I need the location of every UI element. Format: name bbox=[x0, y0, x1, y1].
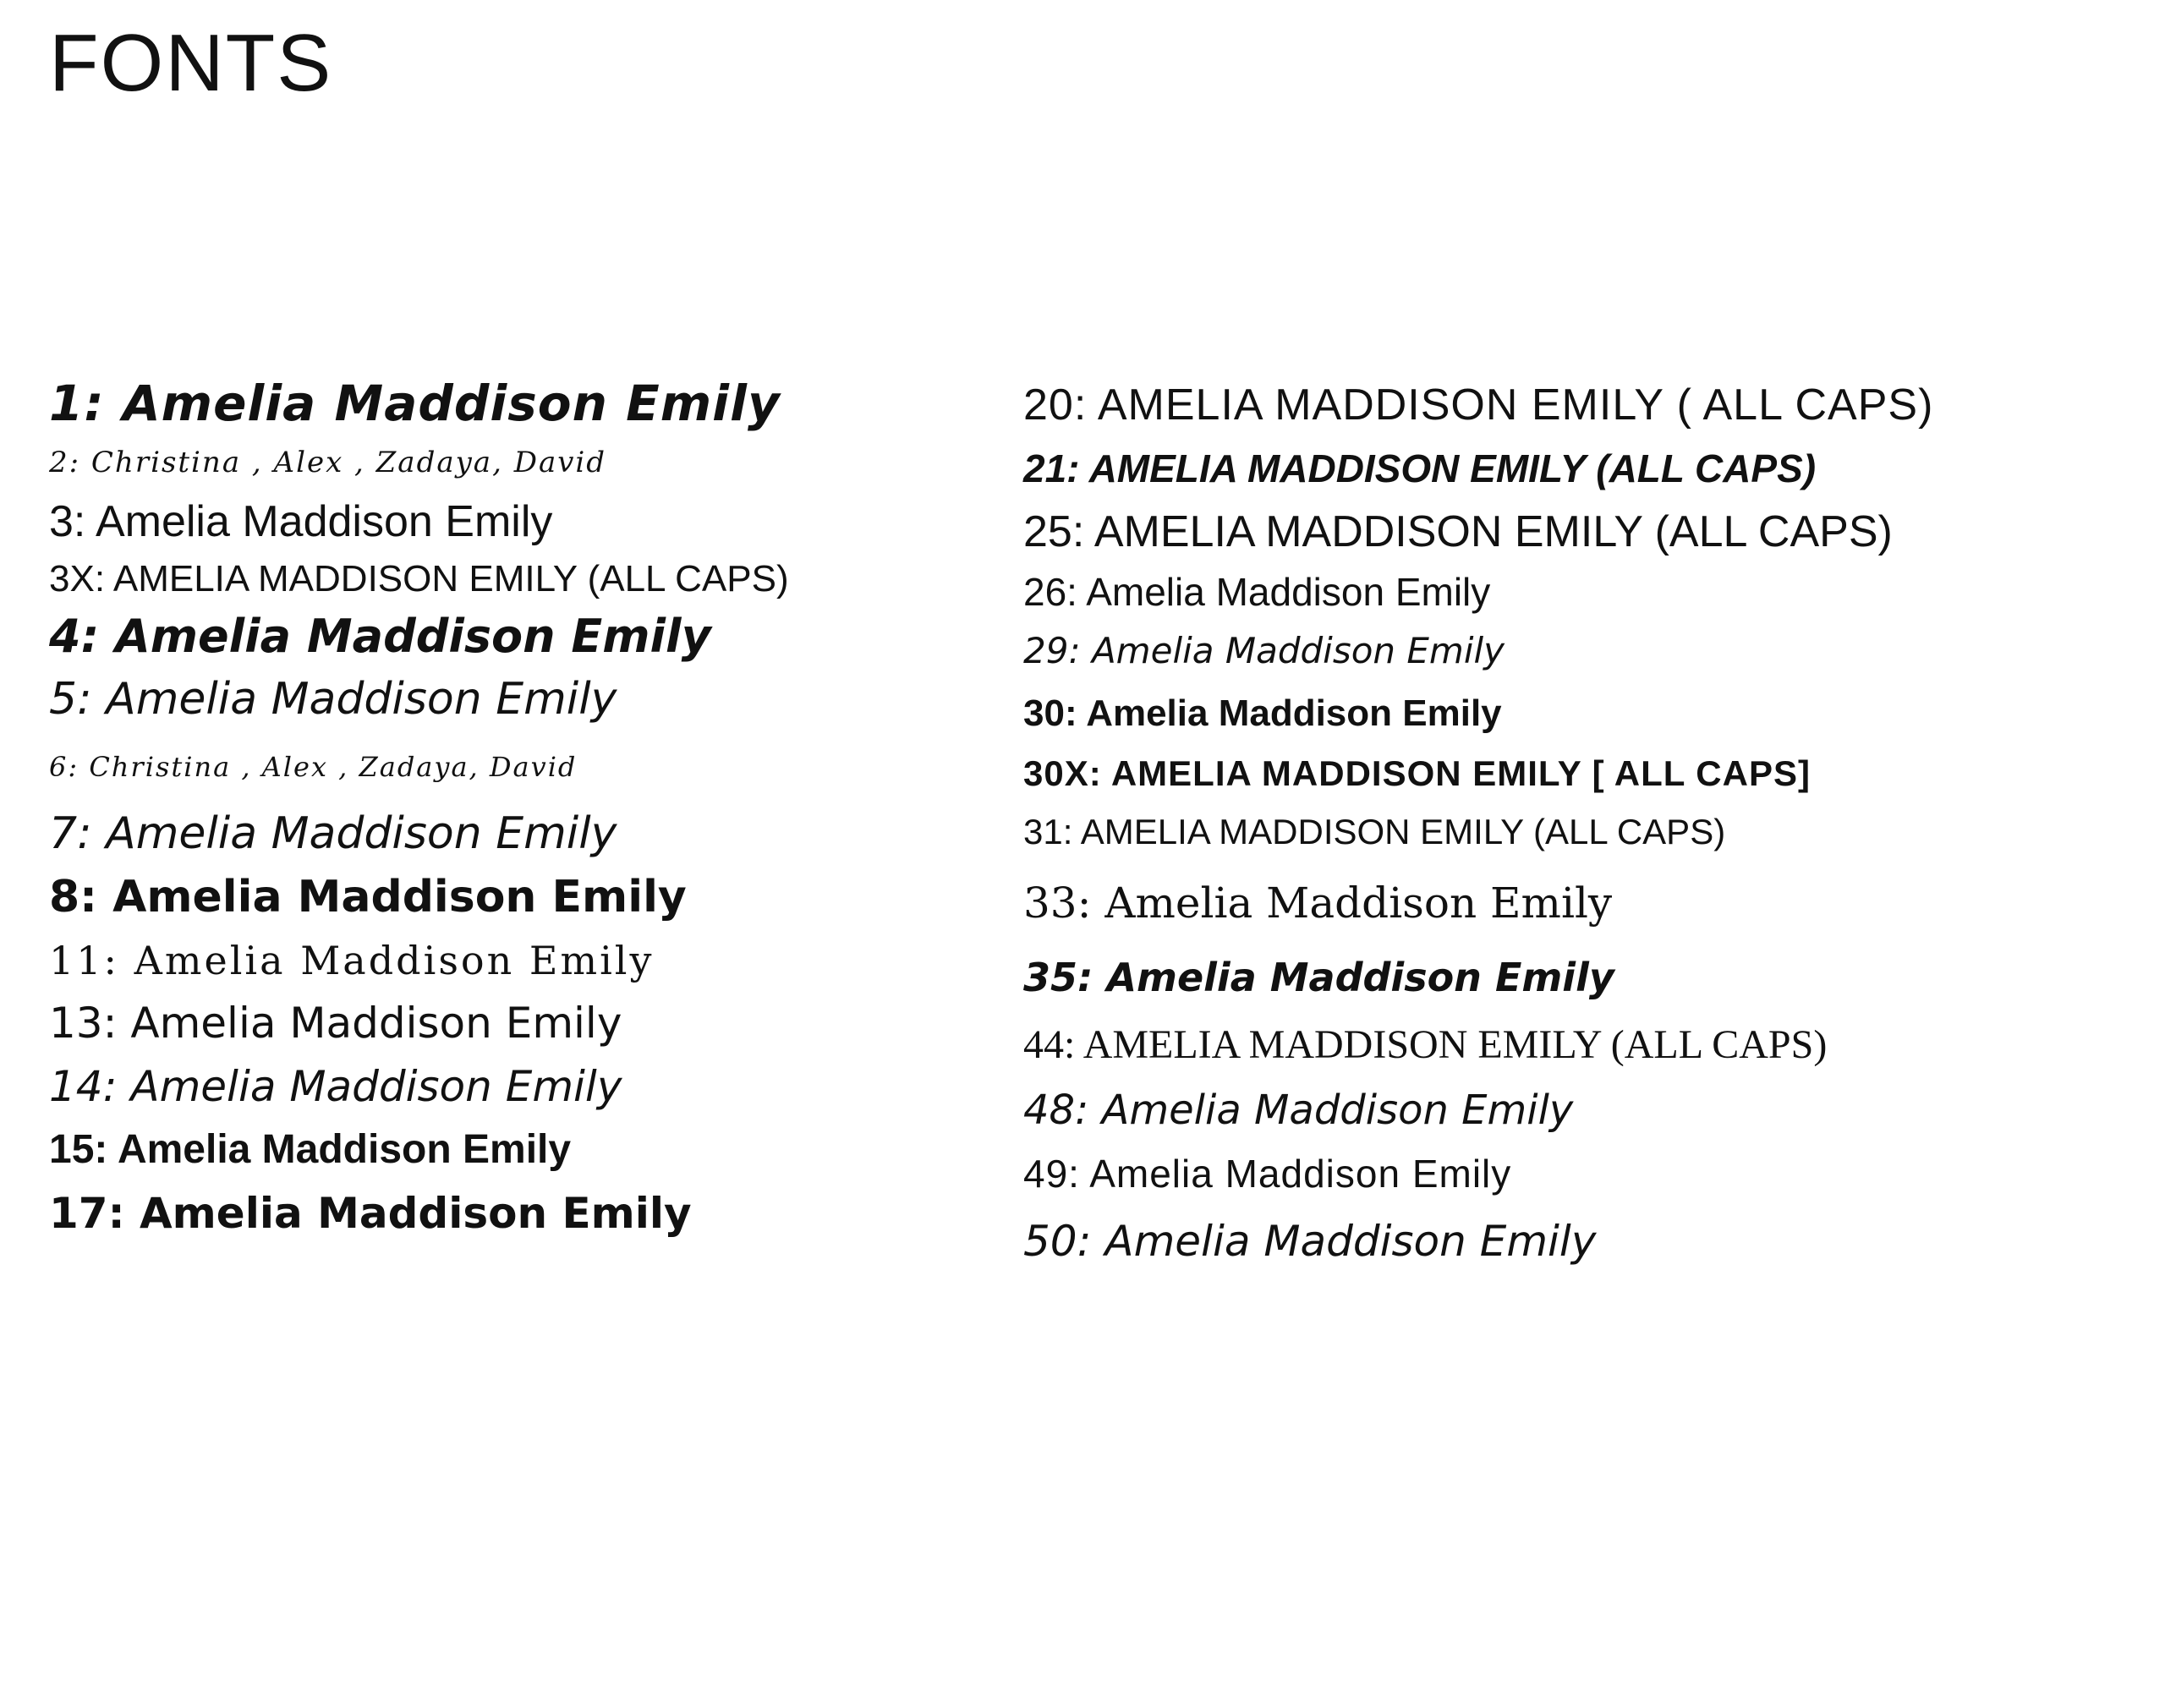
font-sample-text: Amelia Maddison Emily bbox=[95, 496, 553, 546]
font-sample-row bbox=[49, 1182, 1015, 1245]
font-sample-row bbox=[49, 866, 1015, 929]
font-sample-label: 20: bbox=[1023, 380, 1098, 430]
font-sample-row bbox=[49, 992, 1015, 1055]
font-sample-text: Amelia Maddison Emily bbox=[130, 1062, 622, 1112]
font-sample-row bbox=[1023, 621, 2165, 681]
font-sample-row bbox=[49, 435, 1015, 490]
font-sample-row bbox=[1023, 801, 2165, 863]
font-sample-text: Amelia Maddison Emily bbox=[114, 609, 711, 663]
font-sample-label: 35: bbox=[1023, 954, 1107, 1000]
font-sample-text: AMELIA MADDISON EMILY ( ALL CAPS) bbox=[1097, 380, 1934, 430]
font-sample-text: Amelia Maddison Emily bbox=[1101, 1087, 1574, 1135]
font-sample-columns bbox=[0, 372, 2165, 1278]
font-sample-label: 26: bbox=[1023, 569, 1087, 614]
font-sample-label: 5: bbox=[49, 674, 107, 725]
font-sample-text: Amelia Maddison Emily bbox=[134, 937, 655, 983]
font-sample-label: 6: bbox=[49, 750, 90, 783]
font-sample-row bbox=[1023, 372, 2165, 438]
font-sample-row bbox=[49, 1119, 1015, 1181]
font-sample-label: 11: bbox=[49, 937, 134, 983]
font-sample-label: 30X: bbox=[1023, 753, 1111, 794]
font-sample-label: 50: bbox=[1023, 1216, 1105, 1266]
font-sample-text: AMELIA MADDISON EMILY (ALL CAPS) bbox=[112, 558, 789, 600]
font-sample-label: 13: bbox=[49, 999, 131, 1048]
font-sample-row bbox=[1023, 501, 2165, 564]
font-sample-label: 4: bbox=[49, 609, 115, 663]
font-sample-row bbox=[1023, 1206, 2165, 1278]
font-sample-row bbox=[49, 554, 1015, 604]
font-sample-text: AMELIA MADDISON EMILY (ALL CAPS) bbox=[1082, 1022, 1828, 1068]
font-sample-row bbox=[49, 490, 1015, 554]
font-sample-text: Amelia Maddison Emily bbox=[1086, 693, 1502, 735]
font-sample-text: Amelia Maddison Emily bbox=[1089, 1152, 1512, 1196]
font-sample-text: Amelia Maddison Emily bbox=[1091, 629, 1505, 671]
font-sample-label: 3: bbox=[49, 496, 96, 546]
font-sample-text: Amelia Maddison Emily bbox=[1106, 954, 1614, 1000]
font-sample-row bbox=[1023, 1011, 2165, 1078]
font-sample-row bbox=[1023, 564, 2165, 621]
font-sample-row bbox=[49, 605, 1015, 669]
font-sample-row bbox=[49, 802, 1015, 866]
font-sample-row bbox=[49, 732, 1015, 802]
font-sample-text: Amelia Maddison Emily bbox=[106, 674, 617, 725]
font-sample-row bbox=[49, 1055, 1015, 1119]
font-sample-label: 15: bbox=[49, 1127, 118, 1173]
font-sample-row bbox=[1023, 944, 2165, 1012]
font-sample-label: 2: bbox=[49, 446, 91, 480]
font-sample-text: Christina , Alex , Zadaya, David bbox=[89, 750, 578, 783]
font-sample-row bbox=[49, 372, 1015, 435]
font-sample-text: AMELIA MADDISON EMILY (ALL CAPS) bbox=[1088, 446, 1817, 490]
font-sample-row bbox=[49, 930, 1015, 993]
font-sample-label: 1: bbox=[49, 375, 123, 432]
font-sample-row bbox=[1023, 863, 2165, 944]
font-sample-label: 49: bbox=[1023, 1152, 1090, 1196]
font-list-left-column bbox=[0, 372, 1015, 1245]
font-sample-label: 44: bbox=[1023, 1022, 1083, 1068]
font-sample-text: Amelia Maddison Emily bbox=[1086, 569, 1491, 614]
font-sample-label: 33: bbox=[1023, 878, 1105, 928]
font-list-right-column bbox=[1015, 372, 2165, 1278]
font-sample-text: AMELIA MADDISON EMILY (ALL CAPS) bbox=[1093, 506, 1893, 556]
font-sample-label: 14: bbox=[49, 1062, 131, 1112]
font-sample-label: 7: bbox=[49, 807, 107, 859]
font-sample-label: 8: bbox=[49, 872, 113, 923]
font-sample-text: Amelia Maddison Emily bbox=[117, 1127, 572, 1173]
font-sample-row bbox=[1023, 1078, 2165, 1143]
font-sample-row bbox=[1023, 438, 2165, 501]
font-sample-text: Amelia Maddison Emily bbox=[139, 1188, 692, 1238]
font-sample-label: 3X: bbox=[49, 558, 113, 600]
font-sample-label: 29: bbox=[1023, 629, 1092, 671]
font-sample-row bbox=[1023, 746, 2165, 801]
font-sample-text: Amelia Maddison Emily bbox=[130, 999, 622, 1048]
font-sample-label: 21: bbox=[1023, 446, 1089, 490]
font-sample-text: AMELIA MADDISON EMILY (ALL CAPS) bbox=[1080, 812, 1726, 852]
font-sample-label: 31: bbox=[1023, 812, 1081, 852]
page-title: FONTS bbox=[49, 18, 333, 108]
font-sample-text: Amelia Maddison Emily bbox=[112, 872, 687, 923]
font-sample-row bbox=[49, 668, 1015, 731]
font-sample-row bbox=[1023, 681, 2165, 746]
font-sample-text: Amelia Maddison Emily bbox=[1104, 878, 1613, 928]
font-sample-row bbox=[1023, 1143, 2165, 1206]
font-sample-label: 48: bbox=[1023, 1087, 1102, 1135]
font-sample-text: Amelia Maddison Emily bbox=[122, 375, 781, 432]
font-sample-text: Amelia Maddison Emily bbox=[106, 807, 617, 859]
font-sample-label: 25: bbox=[1023, 506, 1094, 556]
font-sample-text: Christina , Alex , Zadaya, David bbox=[90, 446, 607, 480]
font-sample-label: 17: bbox=[49, 1188, 140, 1238]
font-sample-text: Amelia Maddison Emily bbox=[1104, 1216, 1597, 1266]
font-sample-text: AMELIA MADDISON EMILY [ ALL CAPS] bbox=[1110, 753, 1811, 794]
font-sample-label: 30: bbox=[1023, 693, 1087, 735]
